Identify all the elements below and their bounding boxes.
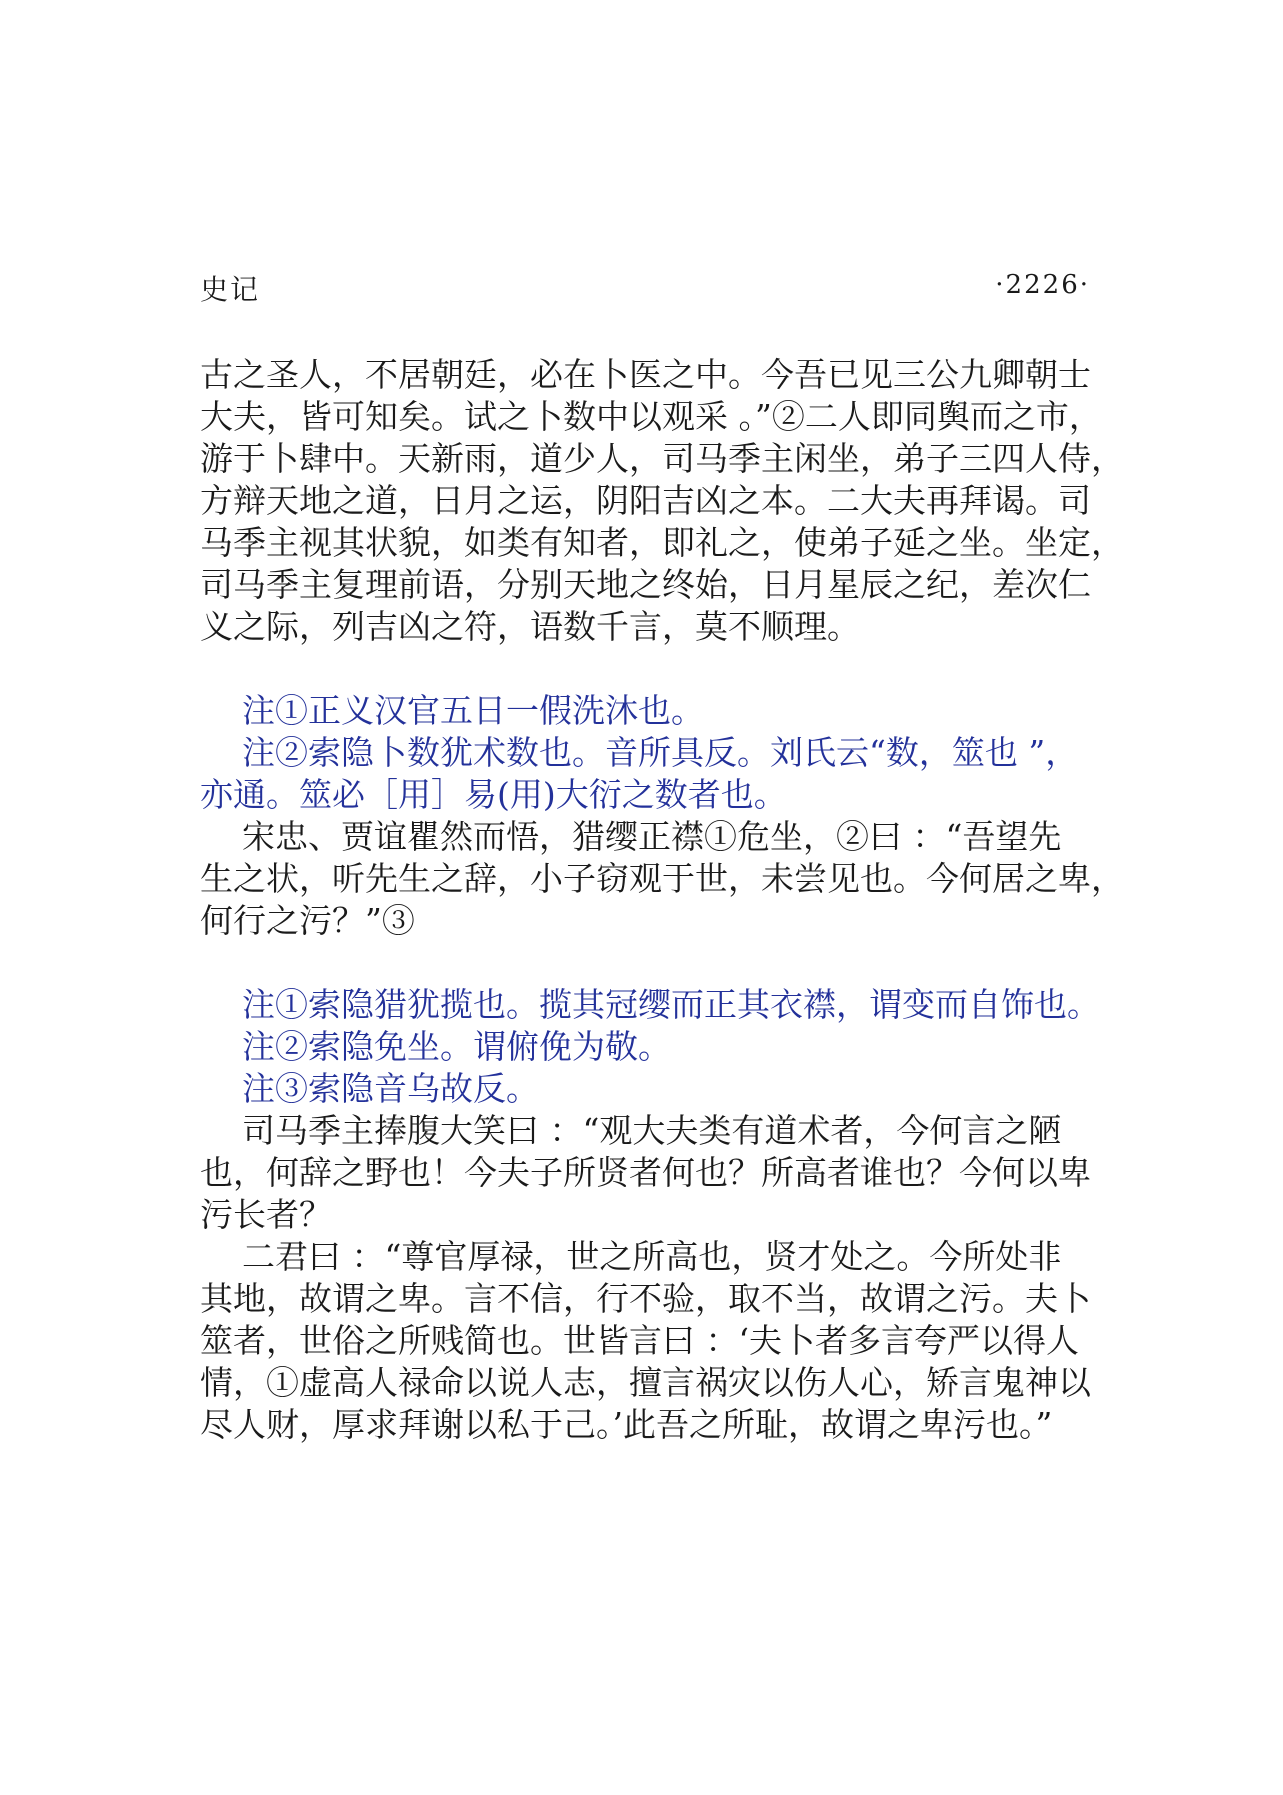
annotation-block [200, 984, 1100, 1110]
annotation-line: 注②索隐卜数犹术数也。音所具反。刘氏云“数，筮也 ”， [200, 733, 1079, 772]
text-line: 筮者，世俗之所贱简也。世皆言曰 ：‘夫卜者多言夸严以得人 [200, 1321, 1079, 1360]
annotation-line: 注②索隐免坐。谓俯俛为敬。 [200, 1027, 671, 1066]
text-line: 其地，故谓之卑。言不信，行不验，取不当，故谓之污。夫卜 [200, 1279, 1091, 1318]
annotation-line: 亦通。筮必［用］易(用)大衍之数者也。 [200, 775, 787, 814]
main-text-block [200, 354, 1124, 648]
text-line: 司马季主捧腹大笑曰 ：“观大夫类有道术者，今何言之陋 [200, 1111, 1062, 1150]
text-line: 大夫，皆可知矣。试之卜数中以观采 。”②二人即同舆而之市， [200, 397, 1102, 436]
text-line: 也，何辞之野也！今夫子所贤者何也？所高者谁也？今何以卑 [200, 1153, 1091, 1192]
text-line: 污长者？ [200, 1195, 332, 1234]
text-line: 尽人财，厚求拜谢以私于己。’此吾之所耻，故谓之卑污也。” [200, 1405, 1053, 1444]
annotation-line: 注①正义汉官五日一假洗沐也。 [200, 691, 704, 730]
paragraph-gap [200, 942, 1100, 984]
annotation-line: 注①索隐猎犹揽也。揽其冠缨而正其衣襟，谓变而自饰也。 [200, 985, 1100, 1024]
text-line: 何行之污？”③ [200, 901, 415, 940]
text-line: 二君曰 ：“尊官厚禄，世之所高也，贤才处之。今所处非 [200, 1237, 1062, 1276]
text-line: 生之状，听先生之辞，小子窃观于世，未尝见也。今何居之卑， [200, 859, 1124, 898]
annotation-line: 注③索隐音乌故反。 [200, 1069, 539, 1108]
annotation-block [200, 690, 1100, 816]
body-text [200, 354, 1124, 1446]
text-line: 马季主视其状貌，如类有知者，即礼之，使弟子延之坐。坐定， [200, 523, 1124, 562]
main-text-block [200, 816, 1124, 942]
text-line: 司马季主复理前语，分别天地之终始，日月星辰之纪，差次仁 [200, 565, 1091, 604]
text-line: 古之圣人，不居朝廷，必在卜医之中。今吾已见三公九卿朝士 [200, 355, 1091, 394]
page-header [200, 268, 1090, 308]
paragraph-gap [200, 648, 1100, 690]
text-line: 方辩天地之道，日月之运，阴阳吉凶之本。二大夫再拜谒。司 [200, 481, 1091, 520]
book-title: 史记 [200, 273, 261, 306]
text-line: 游于卜肆中。天新雨，道少人，司马季主闲坐，弟子三四人侍， [200, 439, 1124, 478]
text-line: 义之际，列吉凶之符，语数千言，莫不顺理。 [200, 607, 860, 646]
text-line: 宋忠、贾谊瞿然而悟，猎缨正襟①危坐，②曰 ：“吾望先 [200, 817, 1062, 856]
main-text-block [200, 1110, 1100, 1446]
page-number: ·2226· [995, 270, 1090, 300]
text-line: 情，①虚高人禄命以说人志，擅言祸灾以伤人心，矫言鬼神以 [200, 1363, 1091, 1402]
